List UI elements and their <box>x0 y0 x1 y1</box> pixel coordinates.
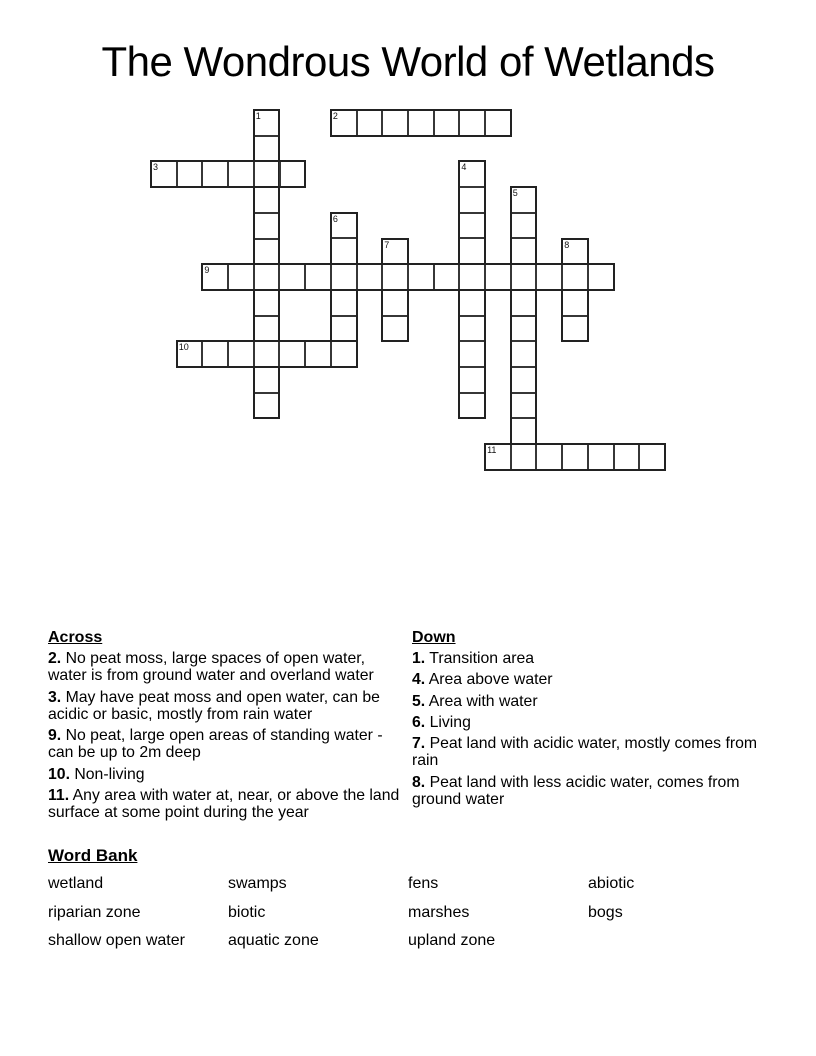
cell-divider <box>227 342 229 366</box>
page-title: The Wondrous World of Wetlands <box>101 38 715 85</box>
cell-divider <box>227 265 229 289</box>
cell-divider <box>587 445 589 469</box>
cell-divider <box>253 162 255 186</box>
cell-divider <box>484 111 486 135</box>
cell-divider <box>460 392 484 394</box>
cell-divider <box>510 265 512 289</box>
cell-divider <box>460 315 484 317</box>
clue-number: 10. <box>48 765 70 783</box>
cell-divider <box>484 265 486 289</box>
word-bank-item: swamps <box>228 875 287 892</box>
cell-divider <box>535 445 537 469</box>
cell-number-6: 6 <box>332 213 338 224</box>
cell-divider <box>255 315 279 317</box>
cell-divider <box>381 111 383 135</box>
cell-divider <box>201 342 203 366</box>
cell-divider <box>460 186 484 188</box>
cell-divider <box>255 392 279 394</box>
word-3-across <box>150 160 306 188</box>
cell-divider <box>278 342 280 366</box>
cell-divider <box>561 265 563 289</box>
cell-divider <box>512 417 536 419</box>
cell-divider <box>512 315 536 317</box>
word-bank-item: bogs <box>588 903 623 921</box>
clue-down-4 <box>412 671 760 688</box>
cell-number-1: 1 <box>255 111 261 121</box>
cell-divider <box>356 265 358 289</box>
cell-divider <box>255 135 279 137</box>
cell-divider <box>176 162 178 186</box>
clue-text: Living <box>429 713 471 731</box>
cell-divider <box>512 340 536 342</box>
word-bank-item: riparian zone <box>48 903 141 921</box>
cell-number-5: 5 <box>512 188 518 199</box>
word-bank-item: abiotic <box>588 875 635 892</box>
clue-number: 1. <box>412 650 426 667</box>
cell-divider <box>561 445 563 469</box>
cell-divider <box>356 111 358 135</box>
clue-number: 7. <box>412 735 426 753</box>
word-bank-item: fens <box>408 875 439 892</box>
clue-across-3 <box>48 689 408 724</box>
cell-divider <box>433 265 435 289</box>
clue-text: No peat moss, large spaces of open water, water is from ground water and overland water <box>48 650 374 685</box>
cell-divider <box>255 212 279 214</box>
cell-divider <box>460 237 484 239</box>
cell-divider <box>253 265 255 289</box>
down-heading: Down <box>412 629 456 646</box>
clue-text: Transition area <box>429 650 535 667</box>
clue-number: 5. <box>412 692 426 710</box>
cell-divider <box>227 162 229 186</box>
cell-divider <box>458 111 460 135</box>
clue-number: 3. <box>48 688 62 706</box>
cell-divider <box>512 366 536 368</box>
clue-number: 6. <box>412 713 426 731</box>
clue-number: 11. <box>48 787 70 805</box>
word-9-across <box>201 263 614 291</box>
cell-divider <box>332 315 356 317</box>
clue-text: Any area with water at, near, or above the land surface at some point during the year <box>48 787 400 822</box>
word-11-across <box>484 443 666 471</box>
cell-divider <box>383 315 407 317</box>
cell-divider <box>460 212 484 214</box>
word-bank-list <box>48 875 768 949</box>
clue-text: Area with water <box>428 692 538 710</box>
cell-divider <box>201 162 203 186</box>
cell-divider <box>330 342 332 366</box>
clue-text: Non-living <box>74 765 145 783</box>
cell-number-11: 11 <box>487 445 497 456</box>
clue-across-11 <box>48 787 408 822</box>
cell-divider <box>304 265 306 289</box>
cell-number-9: 9 <box>204 265 210 276</box>
clue-text: Area above water <box>428 671 553 689</box>
clue-number: 2. <box>48 650 62 667</box>
clue-across-2 <box>48 650 408 685</box>
cell-divider <box>330 265 332 289</box>
cell-divider <box>613 445 615 469</box>
clue-text: May have peat moss and open water, can be acidic or basic, mostly from rain water <box>48 688 380 723</box>
clue-number: 9. <box>48 727 62 745</box>
word-bank-item: shallow open water <box>48 932 185 949</box>
word-bank-item: marshes <box>408 903 470 921</box>
clue-down-5 <box>412 693 760 710</box>
clue-text: Peat land with acidic water, mostly comes from rain <box>412 735 758 770</box>
cell-number-10: 10 <box>178 342 189 353</box>
clue-down-7 <box>412 735 760 770</box>
word-bank-item: biotic <box>228 903 266 921</box>
clue-text: Peat land with less acidic water, comes from ground water <box>412 773 740 809</box>
cell-divider <box>304 342 306 366</box>
clue-across-10 <box>48 766 408 783</box>
cell-divider <box>535 265 537 289</box>
cell-number-8: 8 <box>564 239 570 250</box>
cell-divider <box>332 237 356 239</box>
clue-across-9 <box>48 727 408 762</box>
cell-divider <box>512 212 536 214</box>
clue-number: 8. <box>412 773 426 791</box>
across-clues-section <box>48 629 408 826</box>
cell-divider <box>460 340 484 342</box>
cell-divider <box>255 238 279 240</box>
cell-divider <box>279 162 281 186</box>
cell-divider <box>510 445 512 469</box>
cell-number-7: 7 <box>384 239 390 250</box>
cell-divider <box>512 392 536 394</box>
cell-divider <box>278 265 280 289</box>
cell-divider <box>407 111 409 135</box>
clue-down-8 <box>412 774 760 809</box>
cell-divider <box>407 265 409 289</box>
word-5-down <box>510 186 538 471</box>
clue-text: No peat, large open areas of standing water - can be up to 2m deep <box>48 727 383 762</box>
clue-number: 4. <box>412 671 426 689</box>
word-bank-item: aquatic zone <box>228 932 319 949</box>
word-bank-section <box>48 846 768 949</box>
word-2-across <box>330 109 512 137</box>
word-10-across <box>176 340 358 368</box>
cell-divider <box>512 237 536 239</box>
clue-down-6 <box>412 714 760 731</box>
word-bank-heading: Word Bank <box>48 846 138 865</box>
cell-divider <box>563 315 587 317</box>
down-clues-section <box>412 629 760 812</box>
clue-down-1 <box>412 650 760 667</box>
cell-number-4: 4 <box>461 162 467 173</box>
word-bank-item: upland zone <box>408 932 496 949</box>
cell-divider <box>433 111 435 135</box>
word-bank-item: wetland <box>48 875 104 892</box>
cell-divider <box>460 366 484 368</box>
cell-number-2: 2 <box>332 111 338 121</box>
across-heading: Across <box>48 629 103 646</box>
cell-number-3: 3 <box>153 162 159 173</box>
cell-divider <box>587 265 589 289</box>
cell-divider <box>458 265 460 289</box>
cell-divider <box>381 265 383 289</box>
cell-divider <box>253 342 255 366</box>
cell-divider <box>638 445 640 469</box>
